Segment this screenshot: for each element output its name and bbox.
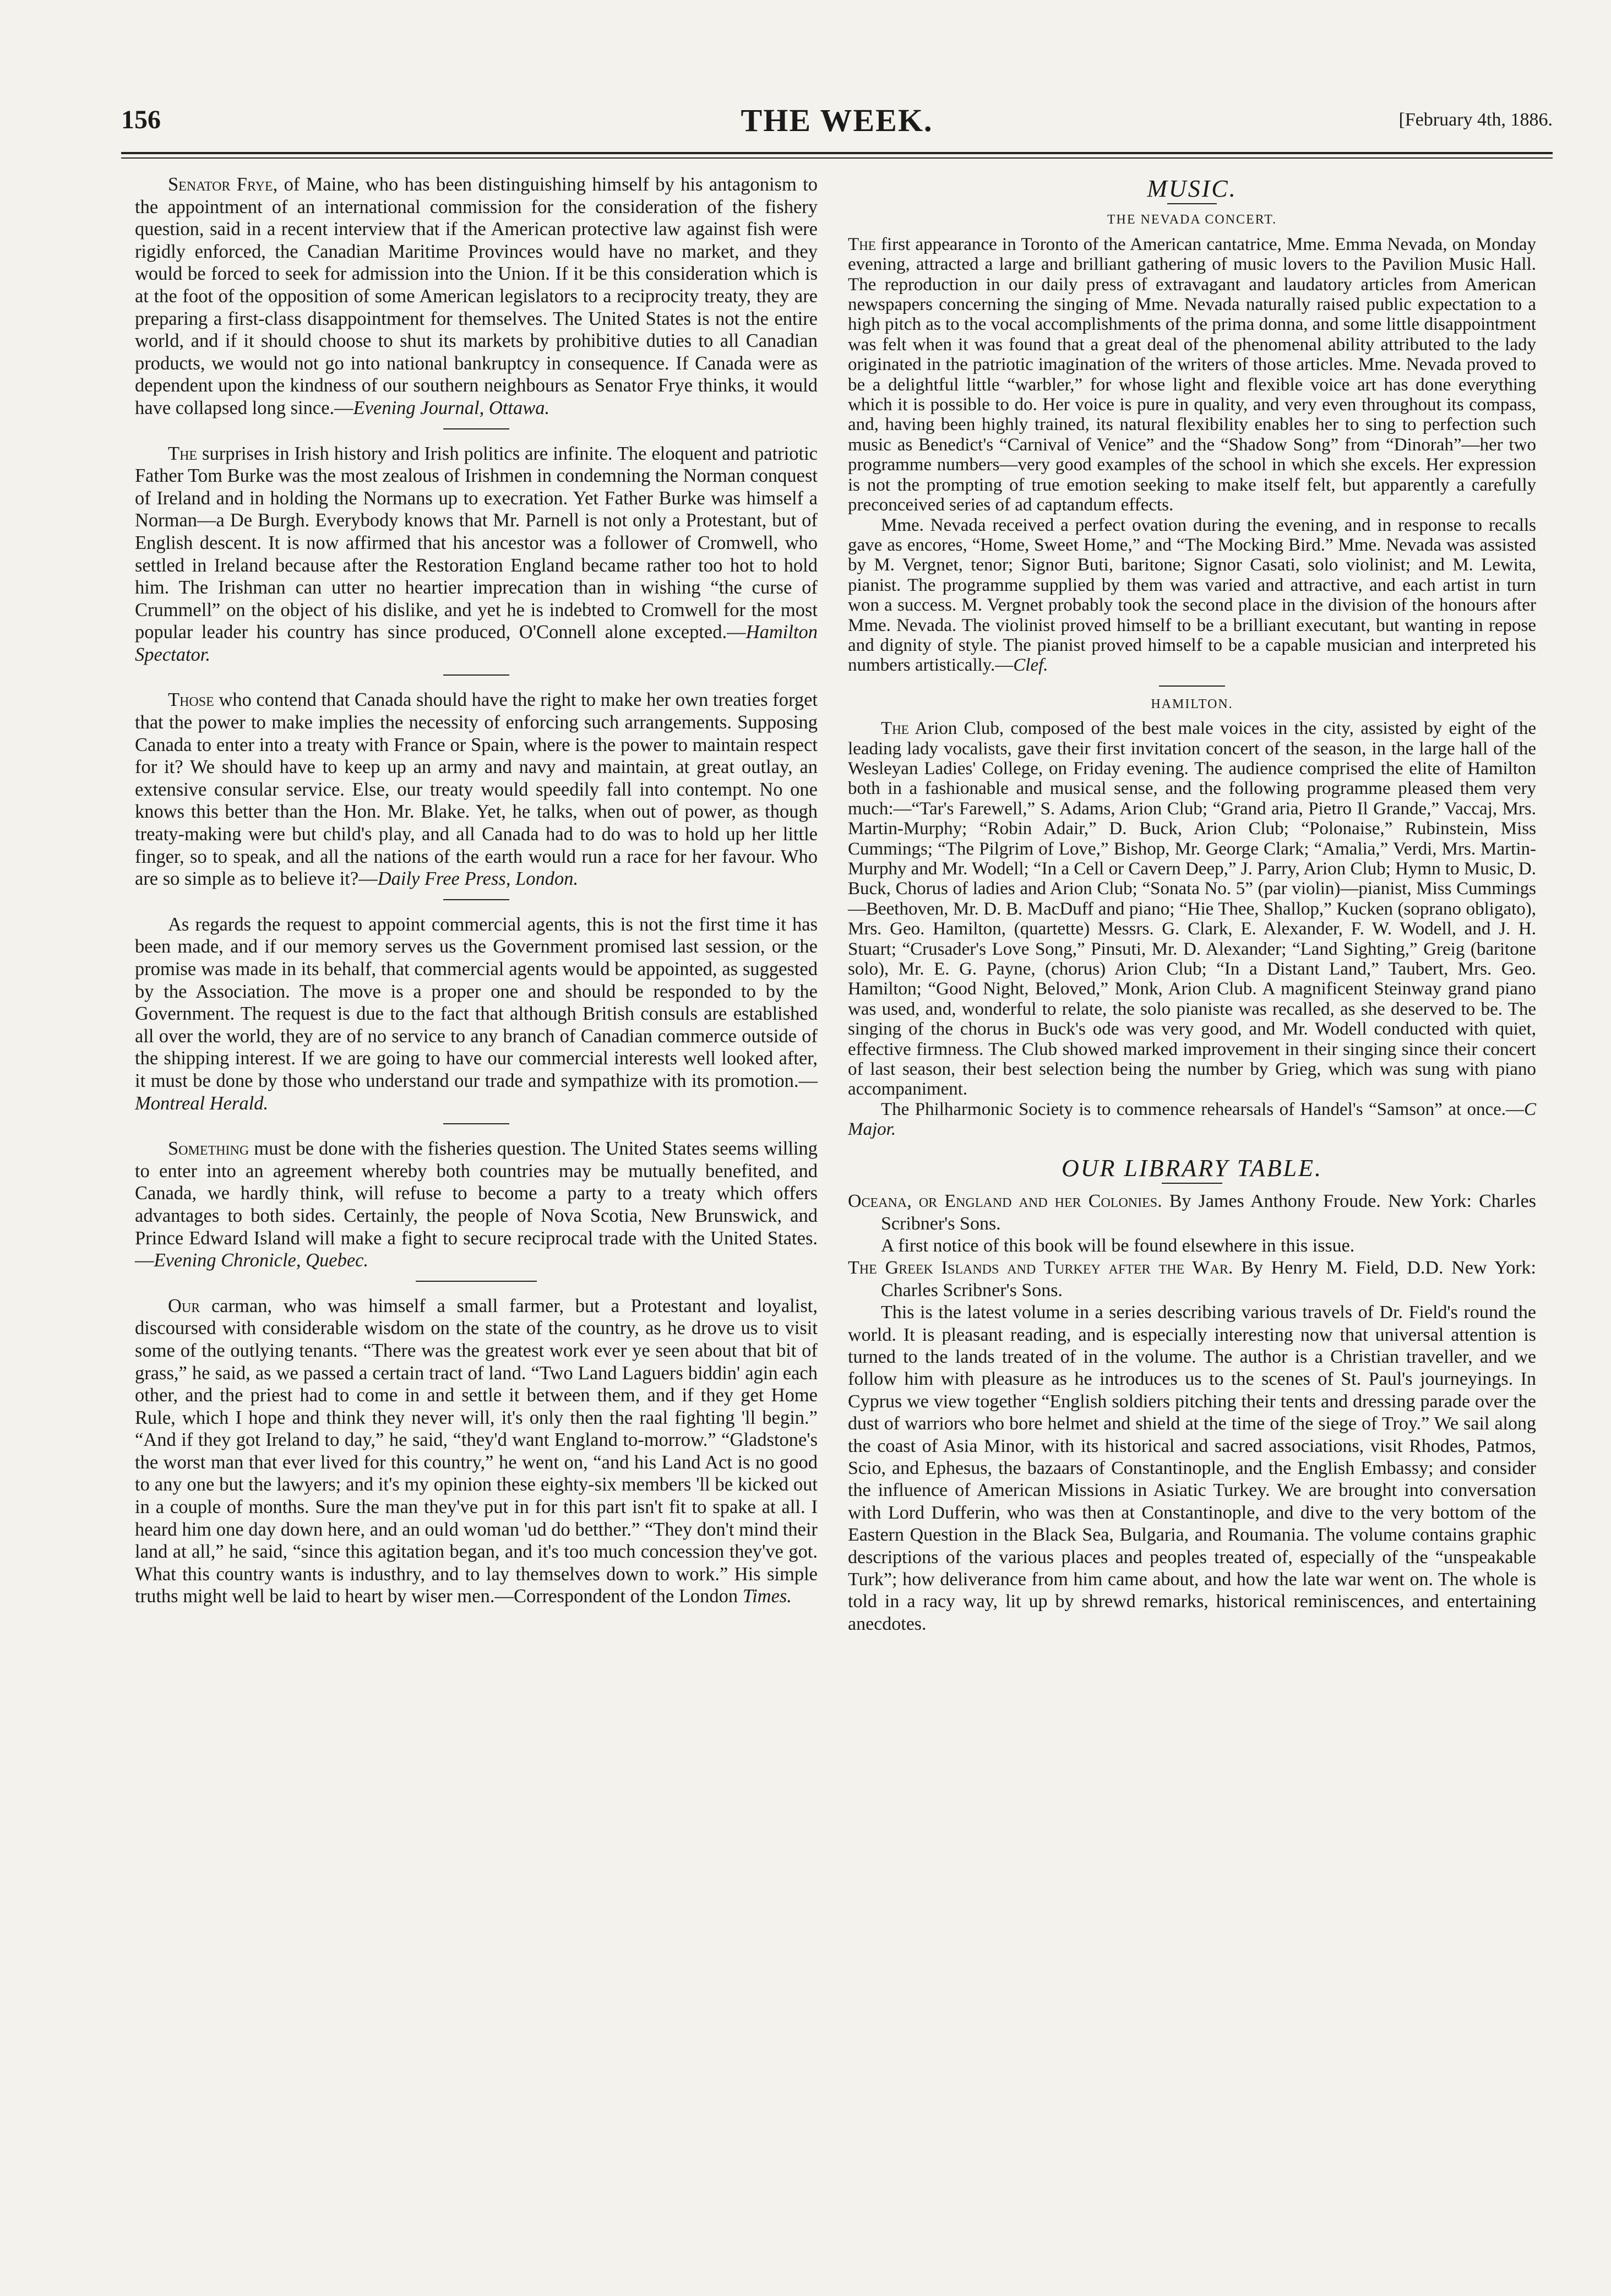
review-paragraph: The first appearance in Toronto of the American cantatrice, Mme. Emma Nevada, on Monday evening, attracted a large and brilliant gathering of music lovers to the Pavilion Music Hall. The reproduction in our daily press of extravagant and laudatory articles from American newspapers concerning the singing of Mme. Nevada naturally raised public expectation to a high pitch as to the vocal accomplishments of the prima donna, and some little disappointment was felt when it was found that a great deal of the phenomenal ability attributed to the lady originated in the patriotic imagination of the writers of those articles. Mme. Nevada proved to be a delightful little “warbler,” for whose light and flexible voice art has done everything which it is possible to do. Her voice is pure in quality, and very even throughout its compass, and, having been highly trained, its natural flexibility enables her to sing to perfection such music as Benedict's “Carnival of Venice” and the “Shadow Song” from “Dinorah”—her two programme numbers—very good examples of the school in which she excels. Her expression is not the prompting of true emotion seeking to make itself felt, but apparently a carefully preconceived series of ad captandum effects. [848, 234, 1536, 515]
header-rule-thin [121, 157, 1553, 159]
section-divider [1162, 1183, 1222, 1184]
article-paragraph: Something must be done with the fisheries question. The United States seems willing to enter into an agreement whereby both countries may be mutually benefited, and Canada, we hardly think, will refuse to become a party to a treaty which offers advantages to both sides. Certainly, the people of Nova Scotia, New Brunswick, and Prince Edward Island will make a fight to secure reciprocal trade with the United States.—Evening Chronicle, Quebec. [135, 1138, 818, 1271]
library-section [848, 1190, 1536, 1635]
article-paragraph: Those who contend that Canada should have the right to make her own treaties forget that the power to make implies the necessity of enforcing such arrangements. Supposing Canada to enter into a treaty with France or Spain, where is the power to maintain respect for it? We should have to keep up an army and navy and maintain, at great outlay, an extensive consular service. Else, our treaty would speedily fall into contempt. No one knows this better than the Hon. Mr. Blake. Yet, he talks, when out of power, as though treaty-making were but child's play, and all Canada had to do was to hold up her little finger, so to speak, and all the nations of the earth would run a race for her favour. Who are so simple as to believe it?—Daily Free Press, London. [135, 689, 818, 890]
article-paragraph: Senator Frye, of Maine, who has been distinguishing himself by his antagonism to the appointment of an international commission for the consideration of the fishery question, said in a recent interview that if the American protective law against fish were rigidly enforced, the Canadian Maritime Provinces would have no market, and they would be forced to seek for admission into the Union. If it be this consideration which is at the foot of the opposition of some American legislators to a reciprocity treaty, they are preparing a first-class disappointment for themselves. The United States is not the entire world, and if it should choose to shut its markets by prohibitive duties to all Canadian products, we would not go into national bankruptcy in consequence. If Canada were as dependent upon the kindness of our southern neighbours as Senator Frye thinks, it would have collapsed long since.—Evening Journal, Ottawa. [135, 174, 818, 418]
article-divider [443, 899, 509, 900]
page-number: 156 [121, 105, 161, 134]
left-column [135, 173, 818, 1608]
page-header [121, 102, 1553, 151]
article-paragraph: Our carman, who was himself a small farmer, but a Protestant and loyalist, discoursed with considerable wisdom on the state of the country, as he drove us to visit some of the outlying tenants. “There was the greatest work ever ye seen about that bit of grass,” he said, as we passed a certain tract of land. “Two Land Laguers biddin' agin each other, and the priest had to come in and settle it between them, and if they get Home Rule, which I hope and think they never will, it's only then the raal fighting 'll begin.” “And if they got Ireland to day,” he said, “they'd want England to-morrow.” “Gladstone's the worst man that ever lived for this country,” he went on, “and his Land Act is no good to any one but the lawyers; and it's my opinion these eighty-six members 'll be kicked out in a couple of months. Sure the man they've put in for this part isn't fit to spake at all. I heard him one day down here, and an ould woman 'ud do betther.” “They don't mind their land at all,” he said, “since this agitation began, and it's too much concession they've got. What this country wants is industhry, and to lay themselves down to work.” His simple truths might well be laid to heart by wiser men.—Correspondent of the London Times. [135, 1295, 818, 1607]
header-rule [121, 152, 1553, 154]
article-divider [443, 428, 509, 429]
review-paragraph: The Arion Club, composed of the best male voices in the city, assisted by eight of the leading lady vocalists, gave their first invitation concert of the season, in the large hall of the Wesleyan Ladies' College, on Friday evening. The audience comprised the elite of Hamilton both in a fashionable and musical sense, and the following programme pleased them very much:—“Tar's Farewell,” S. Adams, Arion Club; “Grand aria, Pietro Il Grande,” Vaccaj, Mrs. Martin-Murphy; “Robin Adair,” D. Buck, Arion Club; “Polonaise,” Rubinstein, Miss Cummings; “The Pilgrim of Love,” Bishop, Mr. George Clark; “Amalia,” Verdi, Mrs. Martin-Murphy and Mr. Wodell; “In a Cell or Cavern Deep,” J. Parry, Arion Club; Hymn to Music, D. Buck, Chorus of ladies and Arion Club; “Sonata No. 5” (par violin)—pianist, Miss Cummings—Beethoven, Mr. D. B. MacDuff and piano; “Hie Thee, Shallop,” Kucken (soprano obligato), Mrs. Geo. Hamilton, (quartette) Messrs. G. Clark, E. Alexander, F. W. Wodell, and J. H. Stuart; “Crusader's Love Song,” Pinsuti, Mr. D. Alexander; “Land Sighting,” Greig (baritone solo), Mr. E. G. Payne, (chorus) Arion Club; “In a Distant Land,” Taubert, Mrs. Geo. Hamilton; “Good Night, Beloved,” Monk, Arion Club. A magnificent Steinway grand piano was used, and, wonderful to relate, the solo pianiste was recalled, as she deserved to be. The singing of the chorus in Buck's ode was very good, and Mr. Wodell conducted with quiet, effective firmness. The Club showed marked improvement in their singing since their concert of last season, their best selection being the number by Grieg, which was sung with piano accompaniment. [848, 719, 1536, 1100]
subheading-hamilton: HAMILTON. [1151, 697, 1233, 711]
section-divider [1167, 203, 1217, 204]
book-entry: Oceana, or England and her Colonies. By James Anthony Froude. New York: Charles Scribner's Sons. [848, 1191, 1536, 1234]
article-paragraph: As regards the request to appoint commercial agents, this is not the first time it has been made, and if our memory serves us the Government promised last session, or the promise was made in its behalf, that commercial agents would be appointed, as suggested by the Association. The move is a proper one and should be responded to by the Government. The request is due to the fact that although British consuls are established all over the world, they are of no service to any branch of Canadian commerce outside of the shipping interest. If we are going to have our commercial interests well looked after, it must be done by those who understand our trade and sympathize with its promotion.—Montreal Herald. [135, 913, 818, 1114]
book-note: A first notice of this book will be found elsewhere in this issue. [881, 1235, 1355, 1256]
section-heading-music: MUSIC. [1147, 175, 1237, 202]
article-divider [1159, 685, 1225, 687]
review-paragraph: The Philharmonic Society is to commence rehearsals of Handel's “Samson” at once.—C Major. [848, 1099, 1536, 1140]
article-divider [443, 1123, 509, 1124]
review-paragraph: Mme. Nevada received a perfect ovation during the evening, and in response to recalls gave as encores, “Home, Sweet Home,” and “The Mocking Bird.” Mme. Nevada was assisted by M. Vergnet, tenor; Signor Buti, baritone; Signor Casati, solo violinist; and M. Lewita, pianist. The programme supplied by them was varied and attractive, and each artist in turn won a success. M. Vergnet probably took the second place in the division of the honours after Mme. Nevada. The violinist proved himself to be a brilliant executant, but wanting in repose and dignity of style. The pianist proved himself to be a capable musician and interpreted his numbers artistically.—Clef. [848, 515, 1536, 676]
book-entry: The Greek Islands and Turkey after the War. By Henry M. Field, D.D. New York: Charles Scribner's Sons. [848, 1258, 1536, 1301]
issue-date: [February 4th, 1886. [1398, 110, 1553, 130]
article-paragraph: The surprises in Irish history and Irish politics are infinite. The eloquent and patriotic Father Tom Burke was the most zealous of Irishmen in condemning the Norman conquest of Ireland and in holding the Normans up to execration. Yet Father Burke was himself a Norman—a De Burgh. Everybody knows that Mr. Parnell is not only a Protestant, but of English descent. It is now affirmed that his ancestor was a follower of Cromwell, who settled in Ireland because after the Restoration England became rather too hot to hold him. The Irishman can utter no heartier imprecation than in wishing “the curse of Crummell” on the object of his dislike, and yet he is indebted to Cromwell for the most popular leader his country has since produced, O'Connell alone excepted.—Hamilton Spectator. [135, 443, 818, 665]
section-heading-library: OUR LIBRARY TABLE. [1061, 1154, 1323, 1182]
journal-title: THE WEEK. [741, 102, 933, 138]
article-divider [443, 674, 509, 676]
book-review: This is the latest volume in a series describing various travels of Dr. Field's round the world. It is pleasant reading, and is especially interesting now that universal attention is turned to the lands treated of in the volume. The author is a Christian traveller, and we follow him with pleasure as he introduces us to the scenes of St. Paul's journeyings. In Cyprus we view together “English soldiers pitching their tents and dressing parade over the dust of warriors who bore helmet and shield at the time of the siege of Troy.” We sail along the coast of Asia Minor, with its historical and sacred associations, visit Rhodes, Patmos, Scio, and Ephesus, the bazaars of Constantinople, and the English Embassy; and consider the influence of American Missions in Asiatic Turkey. We are brought into conversation with Lord Dufferin, who was then at Constantinople, and dive to the very bottom of the Eastern Question in the Black Sea, Bulgaria, and Roumania. The volume contains graphic descriptions of the various places and peoples treated of, especially of the “unspeakable Turk”; how deliverance from him came about, and how the late war went on. The whole is told in a racy way, lit up by shrewd remarks, historical reminiscences, and entertaining anecdotes. [848, 1302, 1536, 1634]
right-column [848, 173, 1536, 1635]
article-divider [416, 1281, 537, 1282]
subheading-nevada: THE NEVADA CONCERT. [1107, 213, 1277, 227]
